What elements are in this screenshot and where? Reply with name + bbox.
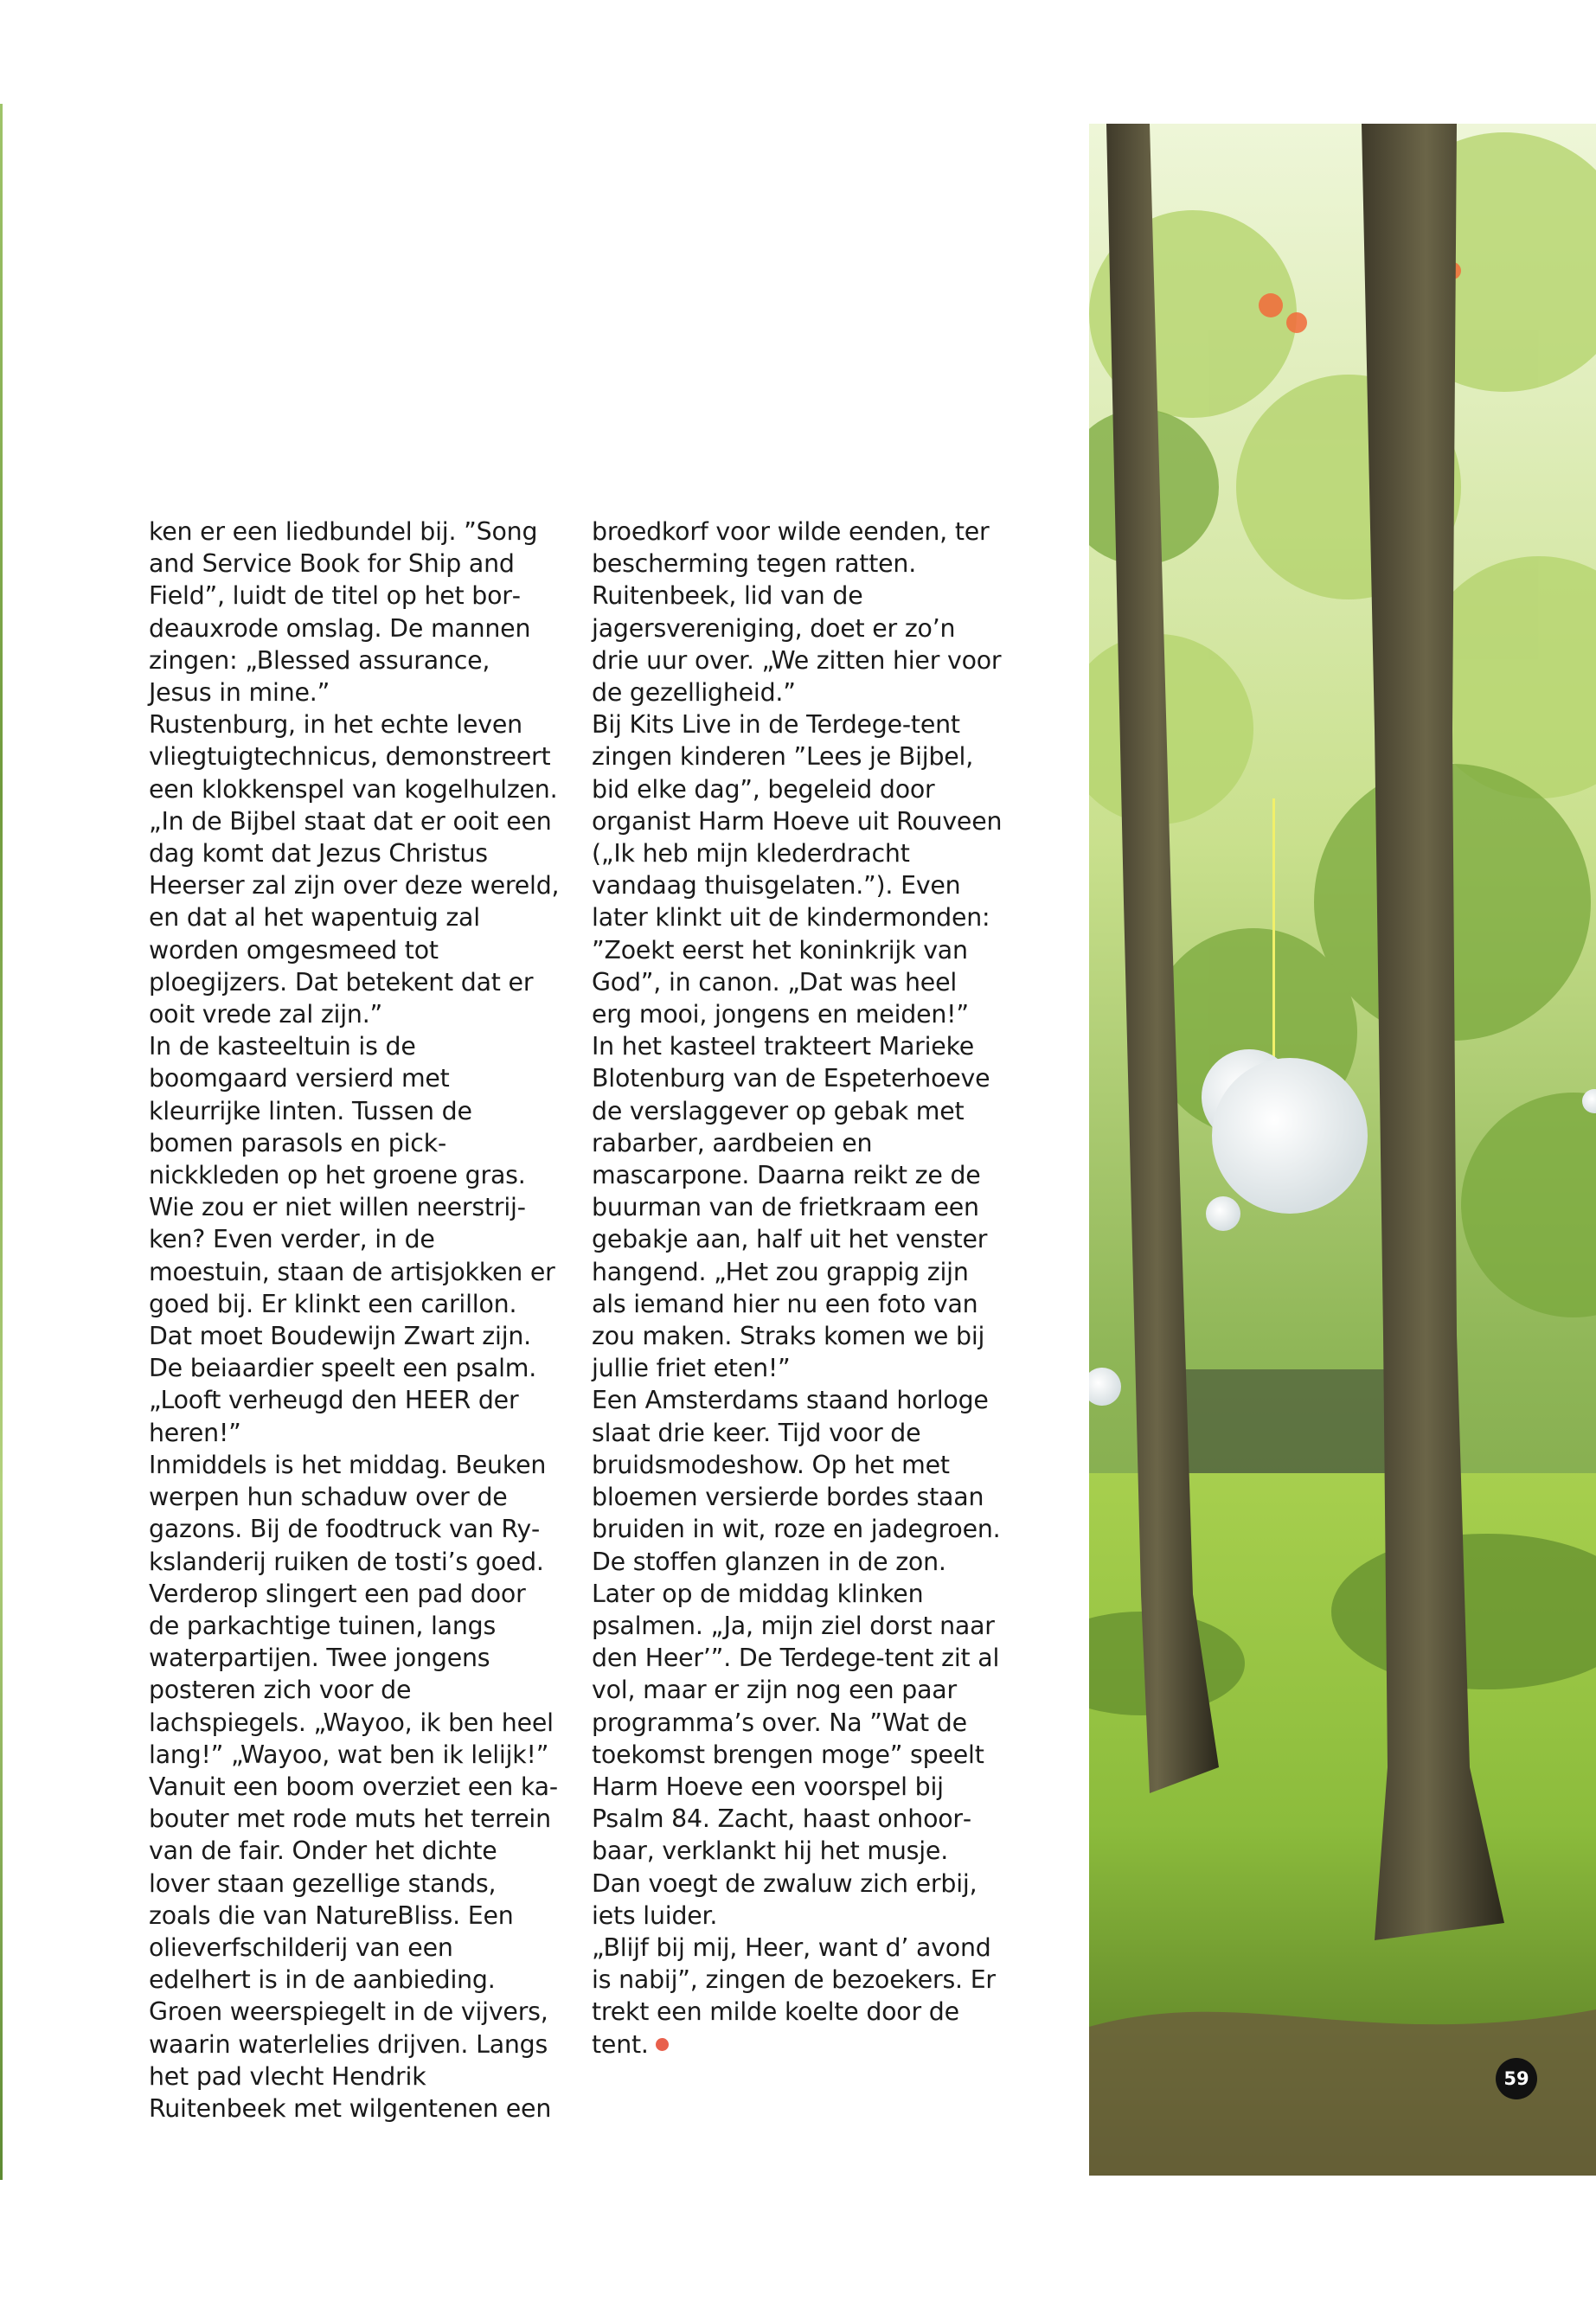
paragraph: ken er een liedbundel bij. ”Song and Service Book for Ship and Field”, luidt de titel op het bordeauxrode omslag. De mannen zingen: „Blessed assurance, Jesus in mine.”	[149, 517, 538, 708]
paragraph: In het kasteel trakteert Marieke Blotenburg van de Espeterhoeve de verslaggever op gebak met rabarber, aardbeien en mascarpone. Daarna reikt ze de buurman van de frietkraam een gebakje aan, half uit het venster hangend. „Het zou grappig zijn als iemand hier nu een foto van zou maken. Straks komen we bij jullie friet eten!”	[592, 1032, 990, 1383]
paragraph-last-text: „Blijf bij mij, Heer, want d’ avond is nabij”, zingen de bezoekers. Er trekt een milde koelte door de tent.	[592, 1932, 996, 2059]
paragraph: In de kasteeltuin is de boomgaard versierd met kleurrijke linten. Tussen de bomen parasols en picknickkleden op het groene gras. Wie zou er niet willen neerstrijken? Even verder, in de moestuin, staan de artisjokken er goed bij. Er klinkt een carillon. Dat moet Boudewijn Zwart zijn. De beiaardier speelt een psalm. „Looft verheugd den HEER der heren!”	[149, 1032, 555, 1447]
paragraph: Een Amsterdams staand horloge slaat drie keer. Tijd voor de bruidsmodeshow. Op het met bloemen versierde bordes staan bruiden in wit, roze en jadegroen. De stoffen glanzen in de zon.	[592, 1386, 1001, 1576]
paragraph: Vanuit een boom overziet een kabouter met rode muts het terrein van de fair. Onder het dichte lover staan gezellige stands, zoals die van NatureBliss. Een olieverfschilderij van een edelhert is in de aanbieding. Groen weerspiegelt in de vijvers, waarin waterlelies drijven. Langs het pad vlecht Hendrik Ruitenbeek met wilgentenen een	[149, 1772, 559, 2123]
article-column-left	[149, 516, 560, 2125]
paragraph: Bij Kits Live in de Terdege-tent zingen kinderen ”Lees je Bijbel, bid elke dag”, begeleid door organist Harm Hoeve uit Rouveen („Ik heb mijn klederdracht vandaag thuisgelaten.”). Even later klinkt uit de kindermonden: ”Zoekt eerst het koninkrijk van God”, in canon. „Dat was heel erg mooi, jongens en meiden!”	[592, 710, 1003, 1029]
paragraph: Inmiddels is het middag. Beuken werpen hun schaduw over de gazons. Bij de foodtruck van Rykslanderij ruiken de tosti’s goed. Verderop slingert een pad door de parkachtige tuinen, langs waterpartijen. Twee jongens posteren zich voor de lachspiegels. „Wayoo, ik ben heel lang!” „Wayoo, wat ben ik lelijk!”	[149, 1450, 554, 1769]
article-column-right	[592, 516, 1003, 2061]
paragraph: Rustenburg, in het echte leven vliegtuigtechnicus, demonstreert een klokkenspel van kogelhulzen. „In de Bijbel staat dat er ooit een dag komt dat Jezus Christus Heerser zal zijn over deze wereld, en dat al het wapentuig zal worden omgesmeed tot ploegijzers. Dat betekent dat er ooit vrede zal zijn.”	[149, 710, 560, 1029]
forest-photo	[1089, 124, 1596, 2176]
left-edge-strip	[0, 104, 3, 2180]
page-number-badge: 59	[1496, 2058, 1537, 2099]
paragraph: Later op de middag klinken psalmen. „Ja, mijn ziel dorst naar den Heer’”. De Terdege-tent zit al vol, maar er zijn nog een paar programma’s over. Na ”Wat de toekomst brengen moge” speelt Harm Hoeve een voorspel bij Psalm 84. Zacht, haast onhoorbaar, verklankt hij het musje. Dan voegt de zwaluw zich erbij, iets luider.	[592, 1579, 1000, 1930]
paragraph: broedkorf voor wilde eenden, ter bescherming tegen ratten. Ruitenbeek, lid van de jagersvereniging, doet er zo’n drie uur over. „We zitten hier voor de gezelligheid.”	[592, 517, 1002, 708]
end-mark-dot	[656, 2038, 669, 2051]
paragraph-last	[592, 1932, 1003, 2061]
